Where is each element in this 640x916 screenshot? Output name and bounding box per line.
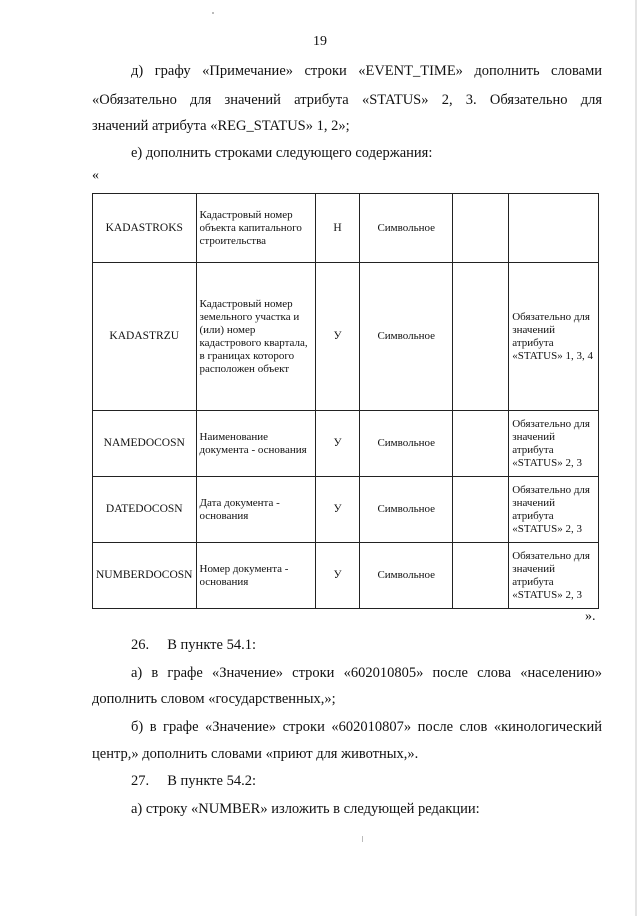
attribute-note-cell: Обязательно для значений атрибута «STATUS» 2, 3 — [509, 411, 599, 477]
opening-quote-mark: « — [92, 168, 99, 183]
attribute-table — [92, 193, 599, 609]
item-27-a-line-1: а) строку «NUMBER» изложить в следующей редакции: — [131, 801, 480, 817]
item-26-a-line-1: а) в графе «Значение» строки «602010805» после слова «населению» — [131, 665, 602, 681]
attribute-code-cell: KADASTROKS — [93, 194, 197, 263]
attribute-requirement-cell: У — [315, 263, 360, 411]
page-number: 19 — [313, 34, 327, 49]
attribute-note-cell: Обязательно для значений атрибута «STATUS» 2, 3 — [509, 477, 599, 543]
paragraph-e: е) дополнить строками следующего содержания: — [131, 145, 433, 161]
attribute-name-cell: Кадастровый номер объекта капитального строительства — [196, 194, 315, 263]
item-27-heading: 27. В пункте 54.2: — [131, 773, 256, 789]
table-row — [93, 411, 599, 477]
item-26-b-line-2: центр,» дополнить словами «приют для животных,». — [92, 746, 419, 762]
attribute-note-cell: Обязательно для значений атрибута «STATUS» 2, 3 — [509, 543, 599, 609]
attribute-code-cell: KADASTRZU — [93, 263, 197, 411]
attribute-name-cell: Номер документа - основания — [196, 543, 315, 609]
scan-edge — [635, 0, 637, 916]
table-row — [93, 543, 599, 609]
item-26-heading: 26. В пункте 54.1: — [131, 637, 256, 653]
attribute-empty-cell — [453, 477, 509, 543]
item-26-a-line-2: дополнить словом «государственных,»; — [92, 691, 336, 707]
attribute-type-cell: Символьное — [360, 543, 453, 609]
attribute-requirement-cell: У — [315, 477, 360, 543]
table-row — [93, 194, 599, 263]
attribute-name-cell: Наименование документа - основания — [196, 411, 315, 477]
scan-speck — [212, 12, 214, 14]
closing-quote-mark: ». — [585, 609, 596, 624]
paragraph-d-line-1: д) графу «Примечание» строки «EVENT_TIME» дополнить словами — [131, 63, 602, 79]
scan-speck — [362, 836, 363, 842]
table-row — [93, 263, 599, 411]
attribute-type-cell: Символьное — [360, 263, 453, 411]
attribute-name-cell: Дата документа - основания — [196, 477, 315, 543]
attribute-type-cell: Символьное — [360, 411, 453, 477]
attribute-note-cell — [509, 194, 599, 263]
attribute-empty-cell — [453, 194, 509, 263]
attribute-type-cell: Символьное — [360, 477, 453, 543]
attribute-code-cell: NAMEDOCOSN — [93, 411, 197, 477]
attribute-requirement-cell: Н — [315, 194, 360, 263]
table-row — [93, 477, 599, 543]
paragraph-d-line-2: «Обязательно для значений атрибута «STATUS» 2, 3. Обязательно для — [92, 92, 602, 108]
attribute-empty-cell — [453, 263, 509, 411]
attribute-empty-cell — [453, 411, 509, 477]
attribute-type-cell: Символьное — [360, 194, 453, 263]
attribute-empty-cell — [453, 543, 509, 609]
paragraph-d-line-3: значений атрибута «REG_STATUS» 1, 2»; — [92, 118, 350, 134]
attribute-code-cell: DATEDOCOSN — [93, 477, 197, 543]
item-26-b-line-1: б) в графе «Значение» строки «602010807» после слов «кинологический — [131, 719, 602, 735]
attribute-note-cell: Обязательно для значений атрибута «STATUS» 1, 3, 4 — [509, 263, 599, 411]
attribute-name-cell: Кадастровый номер земельного участка и (или) номер кадастрового квартала, в границах которого расположен объект — [196, 263, 315, 411]
attribute-requirement-cell: У — [315, 411, 360, 477]
attribute-table-body — [93, 194, 599, 609]
attribute-requirement-cell: У — [315, 543, 360, 609]
attribute-code-cell: NUMBERDOCOSN — [93, 543, 197, 609]
